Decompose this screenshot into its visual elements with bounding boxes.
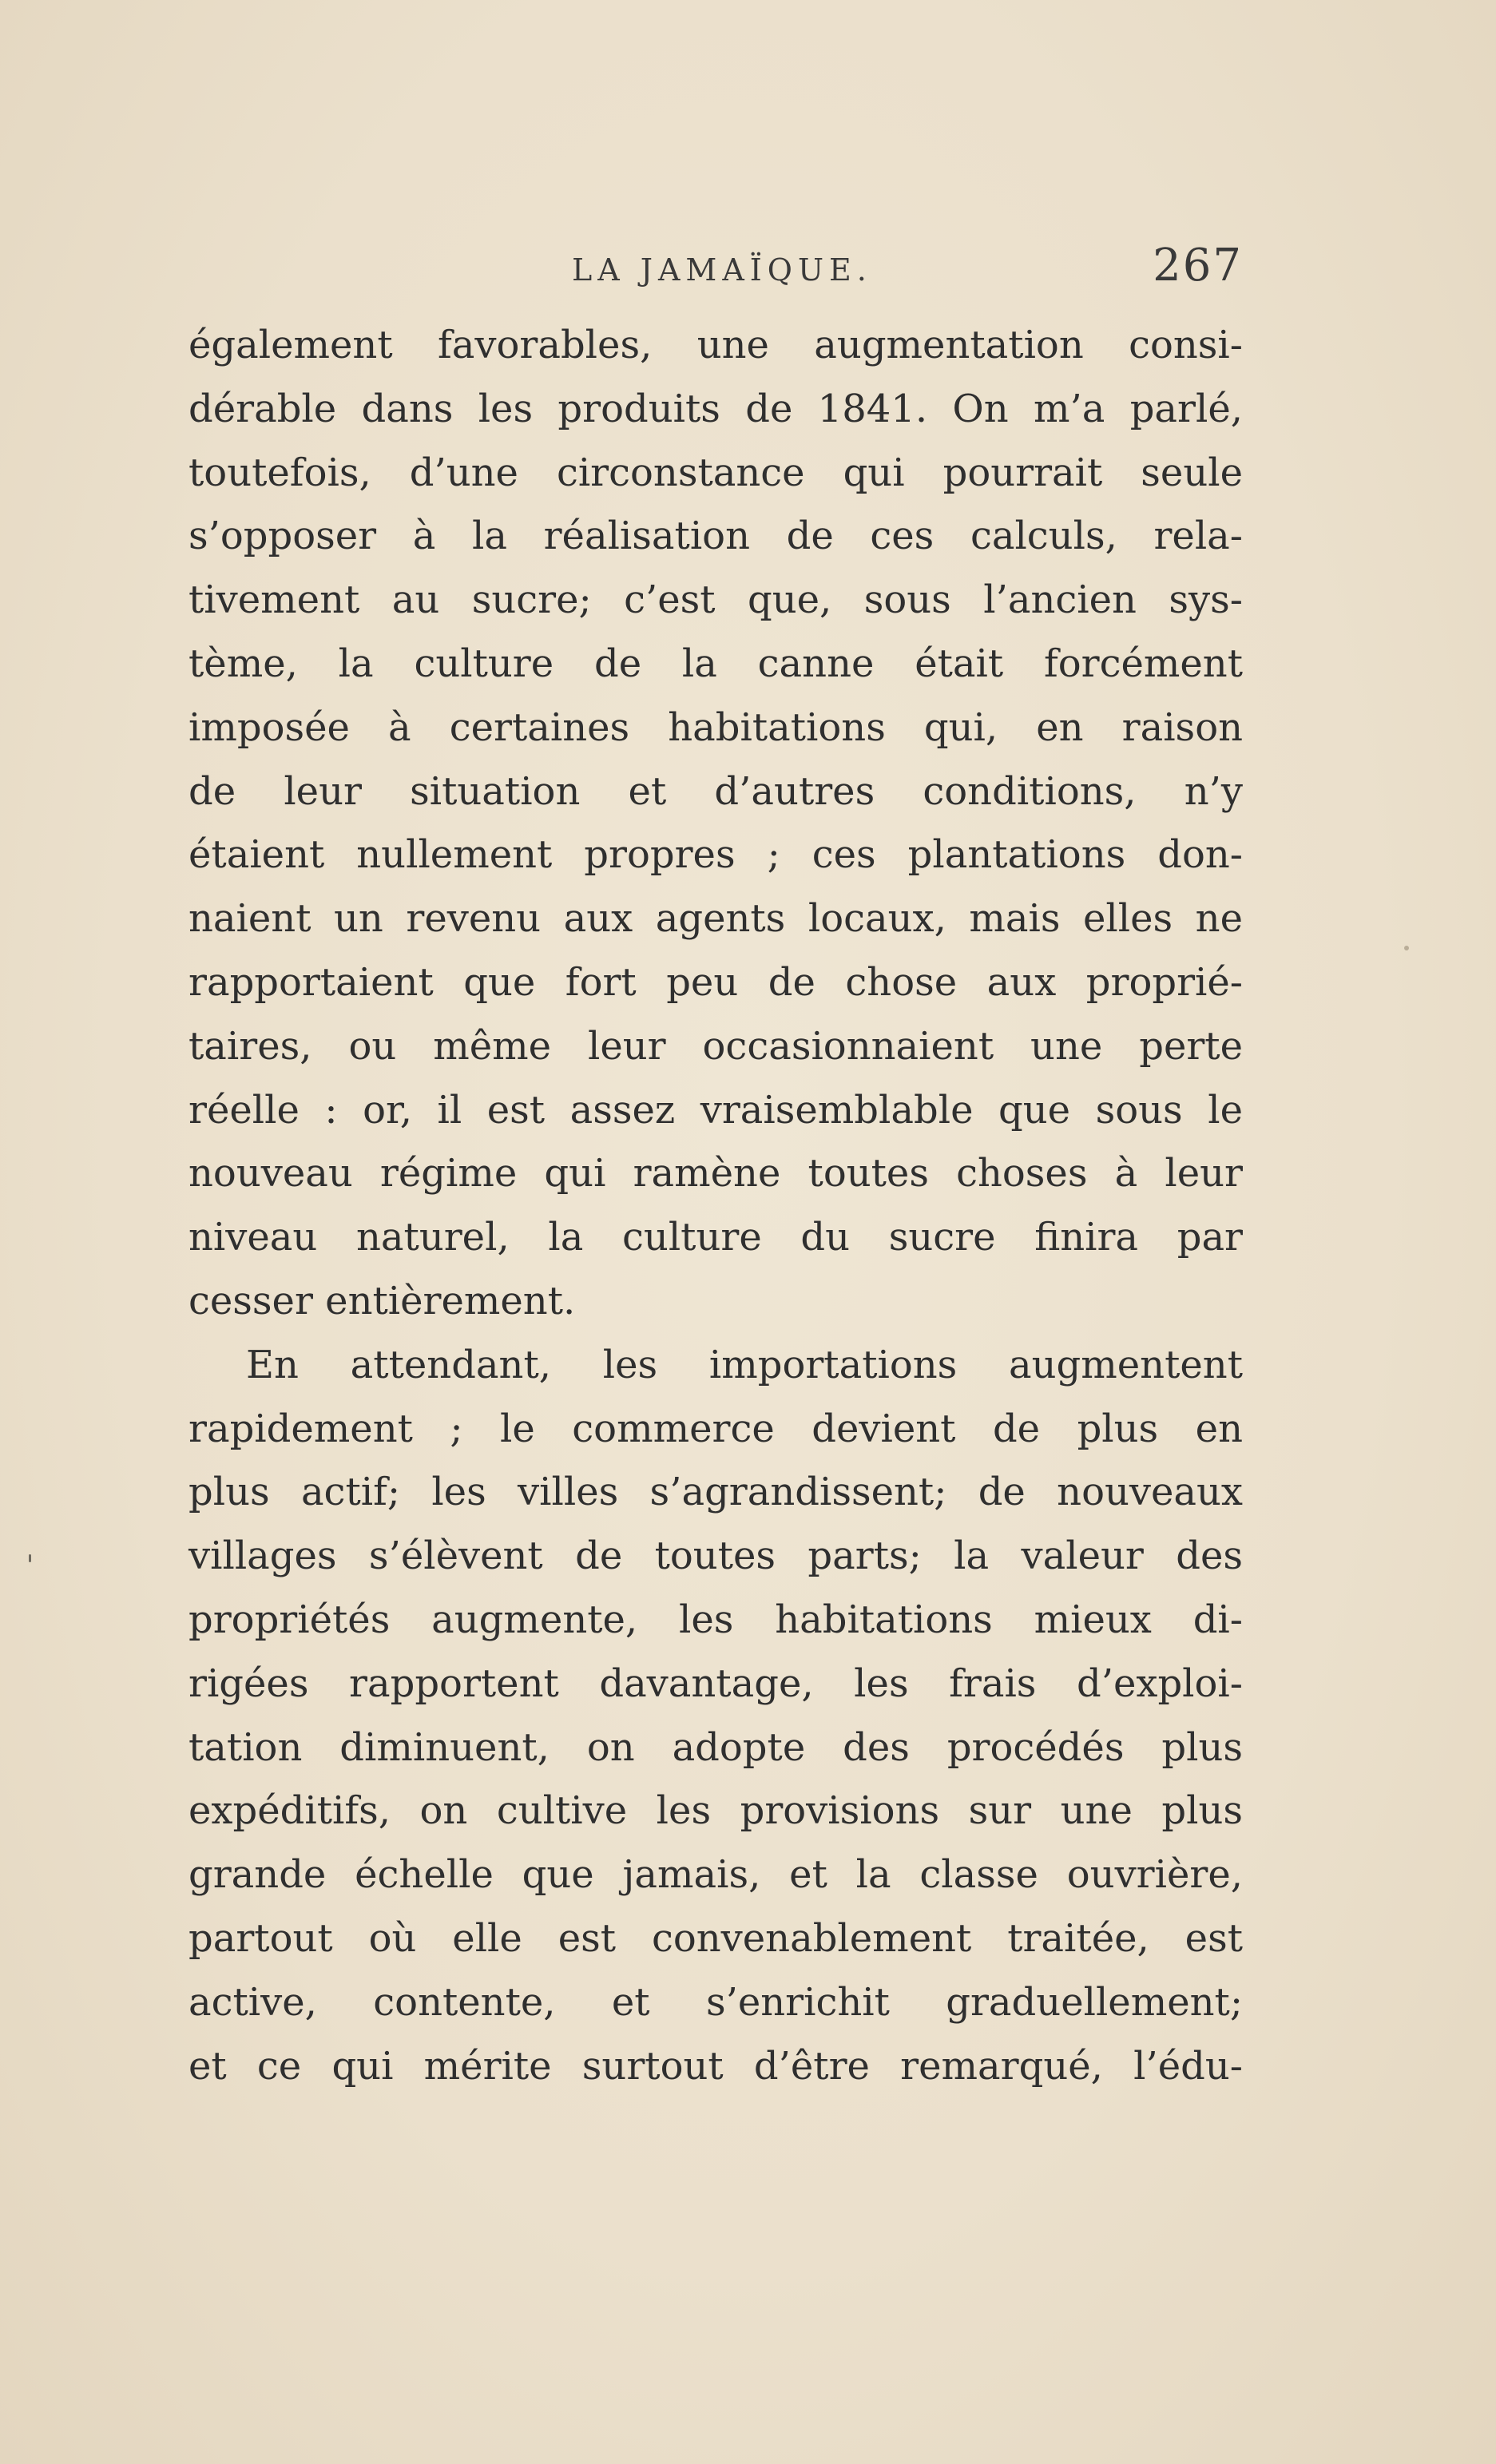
text-line: En attendant, les importations augmentent [246, 1342, 1243, 1387]
text-line: tème, la culture de la canne était forcément [188, 641, 1243, 686]
text-line: imposée à certaines habitations qui, en raison [188, 704, 1243, 750]
text-line: rigées rapportent davantage, les frais d’exploi- [188, 1661, 1243, 1706]
text-line: niveau naturel, la culture du sucre finira par [188, 1215, 1243, 1260]
text-line: naient un revenu aux agents locaux, mais elles ne [188, 896, 1243, 942]
running-title: LA JAMAÏQUE. [572, 252, 872, 288]
text-line: de leur situation et d’autres conditions, n’y [188, 768, 1243, 814]
text-line: toutefois, d’une circonstance qui pourrait seule [188, 450, 1243, 495]
text-line: taires, ou même leur occasionnaient une perte [188, 1023, 1243, 1069]
text-line: nouveau régime qui ramène toutes choses à leur [188, 1151, 1243, 1196]
text-line: active, contente, et s’enrichit graduellement; [188, 1979, 1243, 2025]
text-line: villages s’élèvent de toutes parts; la valeur des [188, 1534, 1243, 1579]
text-line: plus actif; les villes s’agrandissent; de nouveaux [188, 1470, 1243, 1515]
text-line: rapportaient que fort peu de chose aux proprié- [188, 959, 1243, 1005]
text-line: tivement au sucre; c’est que, sous l’ancien sys- [188, 577, 1243, 623]
body-text [188, 314, 1243, 2098]
text-line: propriétés augmente, les habitations mieux di- [188, 1597, 1243, 1642]
text-line: rapidement ; le commerce devient de plus en [188, 1406, 1243, 1451]
paper-speck [1404, 946, 1409, 950]
text-line: dérable dans les produits de 1841. On m’a parlé, [188, 386, 1243, 431]
text-line: expéditifs, on cultive les provisions sur une plus [188, 1788, 1243, 1834]
text-line: partout où elle est convenablement traitée, est [188, 1915, 1243, 1961]
paper-speck [29, 1554, 31, 1562]
text-line: également favorables, une augmentation consi- [188, 323, 1243, 367]
text-line: étaient nullement propres ; ces plantations don- [188, 832, 1243, 878]
text-line: cesser entièrement. [188, 1278, 576, 1323]
page-number: 267 [1153, 240, 1243, 292]
running-head [188, 240, 1243, 304]
text-line: et ce qui mérite surtout d’être remarqué, l’édu- [188, 2043, 1243, 2089]
text-line: s’opposer à la réalisation de ces calculs, rela- [188, 514, 1243, 559]
text-line: tation diminuent, on adopte des procédés plus [188, 1724, 1243, 1770]
text-line: réelle : or, il est assez vraisemblable que sous le [188, 1087, 1243, 1133]
text-line: grande échelle que jamais, et la classe ouvrière, [188, 1852, 1243, 1898]
